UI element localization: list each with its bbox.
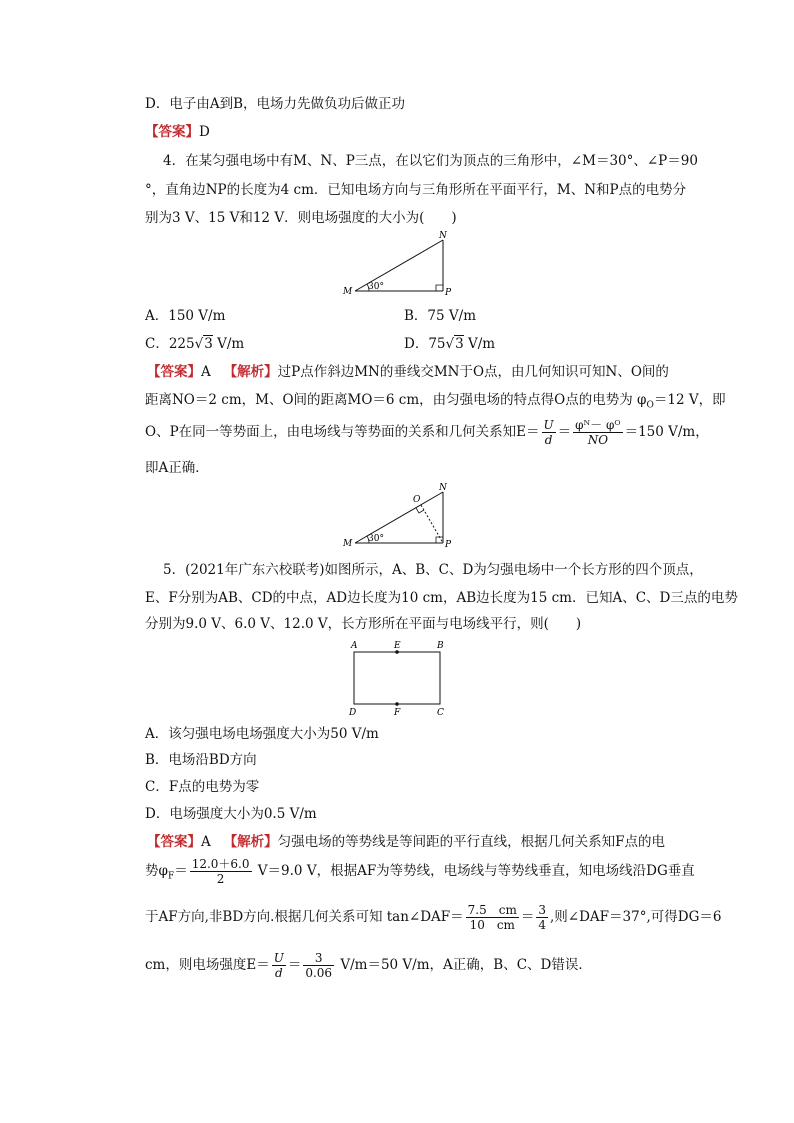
q5-option-d: D．电场强度大小为0.5 V/m <box>145 806 317 822</box>
fig-label-d: D <box>349 708 357 718</box>
q5-analysis-line4: cm，则电场强度E＝ $\frac{U}{d}$ ＝ $\frac{3}{0.06}$ V/m＝50 V/m，A正确，B、C、D错误． <box>145 951 592 980</box>
fig-label-e: E <box>394 641 401 651</box>
q4-analysis-line2: 距离NO＝2 cm，M、O间的距离MO＝6 cm，由匀强电场的特点得O点的电势为 $\varphi_O=12$ V，即 <box>145 392 726 411</box>
fig-label-c: C <box>437 708 444 718</box>
q4-option-c: C．225√3 V/m <box>145 336 245 352</box>
fig2-label-p: P <box>445 540 452 550</box>
q4-answer: 【答案】A 【解析】过P点作斜边MN的垂线交MN于O点，由几何知识可知N、O间的 <box>147 364 669 380</box>
q5-option-c: C．F点的电势为零 <box>145 779 260 795</box>
q4-option-d: D．75√3 V/m <box>404 336 496 352</box>
q5-stem-line3: 分别为9.0 V、6.0 V、12.0 V，长方形所在平面与电场线平行，则( ) <box>145 616 582 632</box>
q5-analysis-line2: 势$\varphi_F=$ $\frac{12.0+6.0}{2}$ V＝9.0 V，根据AF为等势线，电场线与等势线垂直，知电场线沿DG垂直 <box>145 857 695 886</box>
fig2-label-n: N <box>439 483 447 493</box>
q5-rectangle-figure <box>340 638 460 722</box>
fig-label-a: A <box>351 641 358 651</box>
q5-stem-line2: E、F分别为AB、CD的中点，AD边长度为10 cm，AB边长度为15 cm．已知A、C、D三点的电势 <box>145 590 738 606</box>
q4-triangle-figure <box>335 228 465 300</box>
q4-triangle-figure-with-o <box>335 480 465 552</box>
fig1-label-p: P <box>445 288 452 298</box>
fig1-label-m: M <box>343 287 353 297</box>
q4-stem-line3: 别为3 V、15 V和12 V．则电场强度的大小为( ) <box>145 210 457 226</box>
q5-answer: 【答案】A 【解析】匀强电场的等势线是等间距的平行直线，根据几何关系知F点的电 <box>147 834 665 850</box>
fig2-angle: 30° <box>368 534 384 544</box>
answer-label: 【答案】 <box>145 124 199 140</box>
q4-option-b: B．75 V/m <box>404 308 476 324</box>
fig-label-f: F <box>394 708 401 718</box>
q4-stem-line2: °，直角边NP的长度为4 cm．已知电场方向与三角形所在平面平行，M、N和P点的电势分 <box>145 182 687 198</box>
q5-stem-line1: 5．(2021年广东六校联考)如图所示，A、B、C、D为匀强电场中一个长方形的四个顶点， <box>163 562 703 578</box>
q3-option-d: D．电子由A到B，电场力先做负功后做正功 <box>145 96 405 112</box>
q5-option-b: B．电场沿BD方向 <box>145 752 257 768</box>
q3-answer <box>145 122 210 142</box>
q4-analysis-line4: 即A正确． <box>145 460 209 476</box>
fig2-label-m: M <box>343 539 353 549</box>
q4-analysis-line3: O、P在同一等势面上，由电场线与等势面的关系和几何关系知E＝ $\frac{U}{d}$ ＝ $\frac{\text{φᴺ－ φᴼ}}{NO}$ ＝150 V/m， <box>145 418 709 447</box>
fig-label-b: B <box>437 641 444 651</box>
answer-value: D <box>199 124 210 140</box>
fig1-label-n: N <box>439 231 447 241</box>
q5-option-a: A．该匀强电场电场强度大小为50 V/m <box>145 726 379 742</box>
q4-stem-line1: 4．在某匀强电场中有M、N、P三点，在以它们为顶点的三角形中，∠M＝30°、∠P＝90 <box>163 153 698 169</box>
fig2-label-o: O <box>413 495 421 505</box>
fig1-angle: 30° <box>368 282 384 292</box>
q4-option-a: A．150 V/m <box>145 308 226 324</box>
q5-analysis-line3: 于AF方向,非BD方向.根据几何关系可知 tan∠DAF＝ $\frac{7.5 cm}{10 cm}$ ＝ $\frac{3}{4}$ ,则∠DAF＝37°,可得DG＝6 <box>145 903 722 932</box>
